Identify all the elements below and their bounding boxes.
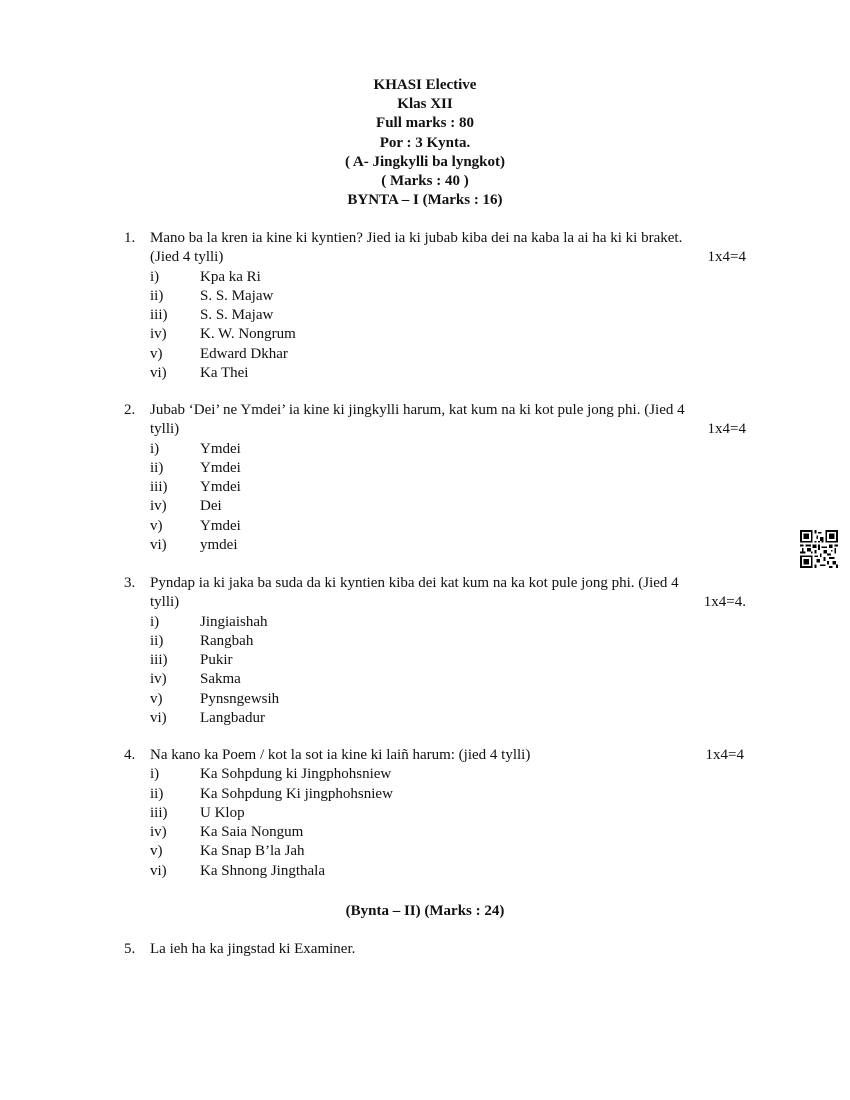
exam-header [0, 76, 850, 210]
list-item [150, 804, 750, 823]
list-item [150, 651, 750, 670]
option-text: Ymdei [200, 479, 241, 496]
list-item [150, 670, 750, 689]
qr-code-icon [800, 530, 838, 568]
class-label: Klas XII [397, 96, 453, 113]
question-text-continued: (Jied 4 tylli) [150, 249, 224, 266]
option-text: Ka Shnong Jingthala [200, 862, 325, 879]
list-item [150, 478, 750, 497]
option-text: Kpa ka Ri [200, 268, 261, 285]
list-item [150, 325, 750, 344]
option-text: Ka Thei [200, 365, 249, 382]
option-label: i) [150, 613, 160, 630]
option-text: ymdei [200, 537, 238, 554]
option-text: Langbadur [200, 710, 265, 727]
option-text: Edward Dkhar [200, 345, 288, 362]
option-label: iv) [150, 671, 167, 688]
option-text: Ka Saia Nongum [200, 824, 304, 841]
list-item [150, 536, 750, 555]
option-text: U Klop [200, 804, 245, 821]
list-item [150, 459, 750, 478]
option-label: i) [150, 440, 160, 457]
part-marks: ( Marks : 40 ) [381, 173, 469, 190]
question-number: 2. [124, 402, 136, 418]
option-label: iii) [150, 652, 168, 669]
list-item [150, 823, 750, 842]
option-label: i) [150, 268, 160, 285]
list-item [150, 842, 750, 861]
list-item [150, 345, 750, 364]
section-2-title: (Bynta – II) (Marks : 24) [345, 903, 505, 919]
question-marks: 1x4=4. [703, 594, 746, 611]
option-text: Jingiaishah [200, 613, 268, 630]
option-label: v) [150, 690, 163, 707]
option-label: vi) [150, 537, 167, 554]
part-title: ( A- Jingkylli ba lyngkot) [344, 153, 506, 170]
option-label: vi) [150, 365, 167, 382]
option-text: Sakma [200, 671, 241, 688]
option-label: iii) [150, 307, 168, 324]
list-item [150, 364, 750, 383]
question-1 [124, 229, 750, 383]
question-text: Pyndap ia ki jaka ba suda da ki kyntien kiba dei kat kum na ka kot pule jong phi. (Jied 4 [150, 575, 679, 591]
option-label: iv) [150, 326, 167, 343]
list-item [150, 785, 750, 804]
list-item [150, 709, 750, 728]
list-item [150, 613, 750, 632]
question-marks: 1x4=4 [707, 421, 746, 438]
option-label: v) [150, 345, 163, 362]
option-text: Ymdei [200, 440, 241, 457]
option-label: ii) [150, 459, 164, 476]
option-label: iv) [150, 498, 167, 515]
list-item [150, 690, 750, 709]
option-text: Ka Sohpdung Ki jingphohsniew [200, 785, 393, 802]
option-text: Pynsngewsih [200, 690, 280, 707]
question-text: Na kano ka Poem / kot la sot ia kine ki laiñ harum: (jied 4 tylli) [150, 747, 531, 763]
option-text: S. S. Majaw [200, 307, 274, 324]
option-label: ii) [150, 287, 164, 304]
option-label: iii) [150, 804, 168, 821]
list-item [150, 862, 750, 881]
option-text: Rangbah [200, 632, 254, 649]
option-label: v) [150, 843, 163, 860]
option-label: iii) [150, 479, 168, 496]
question-marks: 1x4=4 [705, 747, 744, 763]
question-number: 3. [124, 575, 136, 591]
list-item [150, 497, 750, 516]
option-label: v) [150, 517, 163, 534]
question-number: 4. [124, 747, 136, 763]
option-label: ii) [150, 632, 164, 649]
option-label: vi) [150, 862, 167, 879]
question-2 [124, 401, 750, 555]
question-marks: 1x4=4 [707, 249, 746, 266]
question-text: Jubab ‘Dei’ ne Ymdei’ ia kine ki jingkylli harum, kat kum na ki kot pule jong phi. (Jied 4 [150, 402, 685, 418]
option-text: Pukir [200, 652, 233, 669]
question-text-continued: tylli) [150, 421, 180, 438]
option-text: Ka Snap B’la Jah [200, 843, 305, 860]
full-marks: Full marks : 80 [376, 115, 474, 132]
option-text: Dei [200, 498, 222, 515]
time-allowed: Por : 3 Kynta. [379, 134, 471, 151]
option-text: Ka Sohpdung ki Jingphohsniew [200, 766, 392, 783]
question-text-continued: tylli) [150, 594, 180, 611]
question-5 [124, 940, 750, 959]
option-text: K. W. Nongrum [200, 326, 296, 343]
list-item [150, 440, 750, 459]
subject-title: KHASI Elective [373, 77, 477, 93]
question-4 [124, 746, 750, 881]
option-text: S. S. Majaw [200, 287, 274, 304]
list-item [150, 268, 750, 287]
question-number: 1. [124, 230, 136, 246]
list-item [150, 517, 750, 536]
option-text: Ymdei [200, 517, 241, 534]
list-item [150, 632, 750, 651]
list-item [150, 306, 750, 325]
list-item [150, 765, 750, 784]
question-3 [124, 574, 750, 728]
option-label: ii) [150, 785, 164, 802]
question-text: Mano ba la kren ia kine ki kyntien? Jied ia ki jubab kiba dei na kaba la ai ha ki ki braket. [150, 230, 683, 246]
list-item [150, 287, 750, 306]
option-label: iv) [150, 824, 167, 841]
option-label: i) [150, 766, 160, 783]
question-number: 5. [124, 941, 136, 957]
section-1-title: BYNTA – I (Marks : 16) [347, 192, 503, 209]
option-label: vi) [150, 710, 167, 727]
question-text: La ieh ha ka jingstad ki Examiner. [150, 941, 356, 957]
option-text: Ymdei [200, 459, 241, 476]
